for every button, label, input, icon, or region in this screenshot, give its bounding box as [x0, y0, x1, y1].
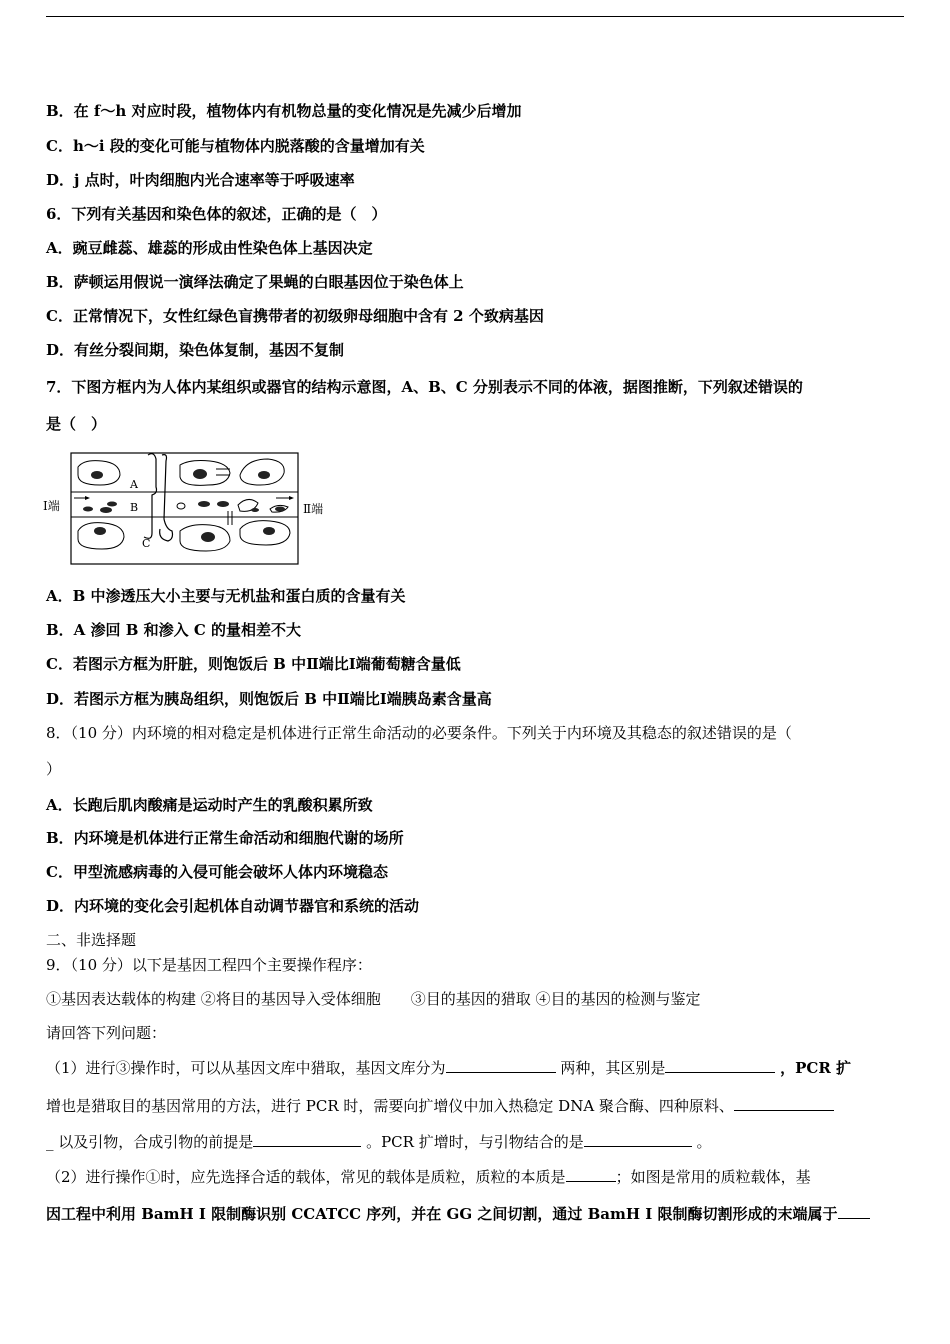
q9-prompt: 请回答下列问题：	[46, 1024, 167, 1042]
q8-stem-line1: 8．（10 分）内环境的相对稳定是机体进行正常生命活动的必要条件。下列关于内环境及其稳态的叙述错误的是（	[46, 724, 792, 742]
label-c: C	[142, 537, 151, 550]
q9-stem: 9．（10 分）以下是基因工程四个主要操作程序：	[46, 956, 372, 974]
q9-1-text: _ 以及引物，合成引物的前提是	[46, 1133, 254, 1151]
cell	[78, 523, 124, 549]
nucleus	[201, 532, 215, 542]
q9-2-text: ；如图是常用的质粒载体，基	[615, 1168, 811, 1186]
q8-option-a: A．长跑后肌肉酸痛是运动时产生的乳酸积累所致	[46, 796, 373, 814]
q9-1-line2	[46, 1095, 834, 1116]
q9-2-text: （2）进行操作①时，应先选择合适的载体，常见的载体是质粒，质粒的本质是	[46, 1168, 566, 1186]
q9-1-text: 。PCR 扩增时，与引物结合的是	[366, 1133, 584, 1151]
answer-blank[interactable]	[253, 1131, 361, 1147]
q9-1-text: （1）进行③操作时，可以从基因文库中猎取，基因文库分为	[46, 1059, 446, 1077]
blood-cell	[83, 507, 93, 512]
blood-cell	[100, 507, 112, 513]
q9-1-text: 。	[696, 1133, 712, 1151]
nucleus	[91, 471, 103, 479]
blood-cell	[198, 501, 210, 507]
q7-option-b: B．A 渗回 B 和渗入 C 的量相差不大	[46, 621, 302, 639]
q8-stem-line2: ）	[46, 760, 62, 778]
q7-stem-line2: 是（ ）	[46, 415, 107, 433]
nucleus	[193, 469, 207, 479]
label-b: B	[130, 501, 139, 514]
flow-arrow-head	[289, 496, 294, 500]
q9-1-text: 两种，其区别是	[560, 1059, 666, 1077]
q7-stem-line1: 7．下图方框内为人体内某组织或器官的结构示意图，A、B、C 分别表示不同的体液，据图推断，下列叙述错误的	[46, 378, 803, 396]
blood-cell	[275, 507, 285, 512]
nucleus	[94, 527, 106, 535]
answer-blank[interactable]	[446, 1057, 556, 1073]
header-rule	[46, 16, 904, 17]
nucleus	[263, 527, 275, 535]
flow-arrow-head	[85, 496, 90, 500]
section-heading: 二、非选择题	[46, 931, 137, 949]
answer-blank[interactable]	[566, 1166, 616, 1182]
q7-option-a: A．B 中渗透压大小主要与无机盐和蛋白质的含量有关	[46, 587, 406, 605]
answer-blank[interactable]	[665, 1057, 775, 1073]
q9-2-line2	[46, 1203, 870, 1224]
q9-2-text: 因工程中利用 BamH I 限制酶识别 CCATCC 序列，并在 GG 之间切割，通过 BamH I 限制酶切割形成的末端属于	[46, 1205, 838, 1223]
q5-option-b: B．在 f～h 对应时段，植物体内有机物总量的变化情况是先减少后增加	[46, 102, 522, 120]
q9-2-line1	[46, 1166, 811, 1187]
blood-cell	[107, 502, 117, 507]
q6-option-d: D．有丝分裂间期，染色体复制，基因不复制	[46, 341, 345, 359]
label-end-1: Ⅰ端	[43, 499, 60, 513]
tissue-diagram	[40, 449, 335, 569]
q6-option-b: B．萨顿运用假说一演绎法确定了果蝇的白眼基因位于染色体上	[46, 273, 464, 291]
answer-blank[interactable]	[734, 1095, 834, 1111]
q9-1-text: 增也是猎取目的基因常用的方法，进行 PCR 时，需要向扩增仪中加入热稳定 DNA 聚合酶、四种原料、	[46, 1097, 734, 1115]
q6-option-c: C．正常情况下，女性红绿色盲携带者的初级卵母细胞中含有 2 个致病基因	[46, 307, 544, 325]
answer-blank[interactable]	[838, 1203, 870, 1219]
blood-cell	[217, 501, 229, 507]
nucleus	[258, 471, 270, 479]
q9-steps: ①基因表达载体的构建 ②将目的基因导入受体细胞 ③目的基因的猎取 ④目的基因的检测与鉴定	[46, 990, 701, 1008]
q9-1-text: ，PCR 扩	[780, 1059, 852, 1077]
q8-option-b: B．内环境是机体进行正常生命活动和细胞代谢的场所	[46, 829, 404, 847]
lymph-vessel	[144, 454, 157, 539]
q7-option-c: C．若图示方框为肝脏，则饱饭后 B 中Ⅱ端比Ⅰ端葡萄糖含量低	[46, 655, 461, 673]
q7-option-d: D．若图示方框为胰岛组织，则饱饭后 B 中Ⅱ端比Ⅰ端胰岛素含量高	[46, 690, 492, 708]
lymph-vessel	[160, 455, 173, 541]
answer-blank[interactable]	[584, 1131, 692, 1147]
q5-option-d: D．j 点时，叶肉细胞内光合速率等于呼吸速率	[46, 171, 355, 189]
label-a: A	[130, 478, 138, 491]
q8-option-d: D．内环境的变化会引起机体自动调节器官和系统的活动	[46, 897, 420, 915]
q9-1-line3	[46, 1131, 712, 1152]
q6-stem: 6．下列有关基因和染色体的叙述，正确的是（ ）	[46, 205, 387, 223]
blood-cell	[251, 508, 259, 512]
label-end-2: Ⅱ端	[303, 502, 324, 516]
q8-option-c: C．甲型流感病毒的入侵可能会破坏人体内环境稳态	[46, 863, 388, 881]
q5-option-c: C．h～i 段的变化可能与植物体内脱落酸的含量增加有关	[46, 137, 425, 155]
q9-1-line1	[46, 1057, 851, 1078]
blood-cell	[177, 503, 185, 509]
q6-option-a: A．豌豆雌蕊、雄蕊的形成由性染色体上基因决定	[46, 239, 373, 257]
